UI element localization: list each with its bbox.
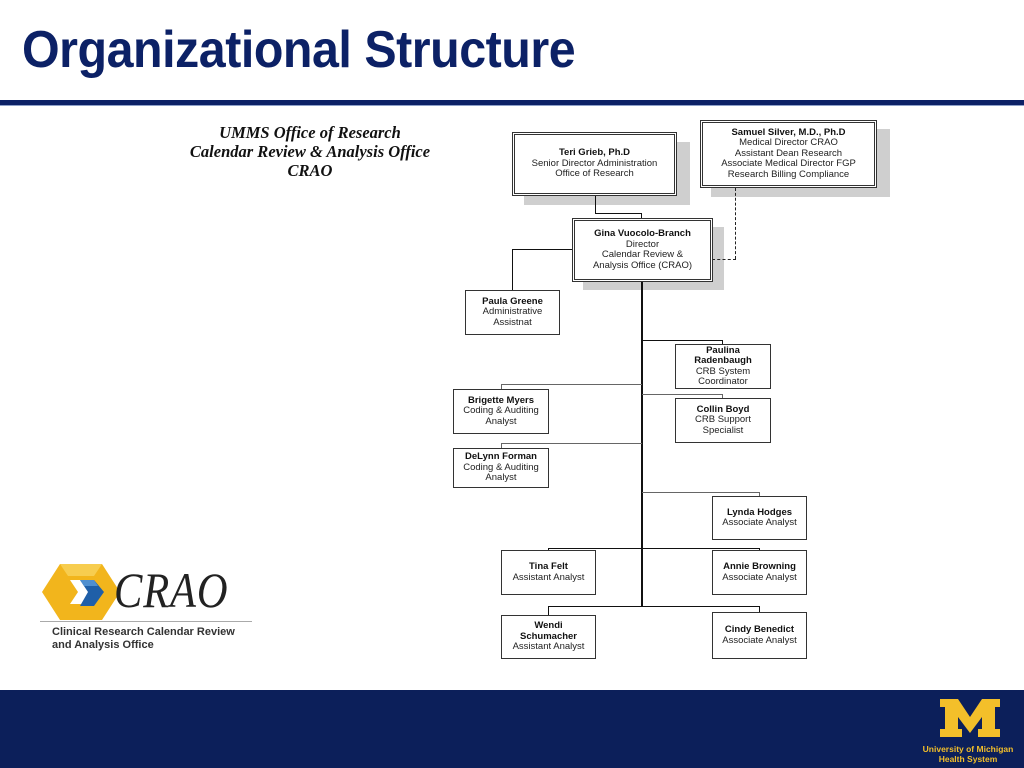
connector-lynda	[642, 492, 760, 493]
box-name: Lynda Hodges	[726, 506, 793, 518]
box-name: Radenbaugh	[694, 355, 752, 366]
dashed-connector-samuel-down	[735, 188, 736, 259]
box-title-line: Assistant Analyst	[512, 571, 585, 583]
box-title-line: Assistant Dean Research	[734, 147, 843, 159]
box-name: Annie Browning	[723, 561, 796, 572]
org-box-paulina-radenbaugh	[675, 344, 771, 389]
box-title-line: Analysis Office (CRAO)	[592, 259, 693, 271]
crao-caption-line-2: and Analysis Office	[52, 639, 154, 651]
connector-teri-down	[595, 195, 596, 214]
box-name: Cindy Benedict	[724, 624, 795, 635]
main-spine	[641, 281, 643, 607]
connector-brigette	[501, 384, 642, 385]
box-name: Collin Boyd	[696, 403, 750, 415]
box-title-line: CRB Support	[695, 414, 751, 426]
org-box-cindy-benedict	[712, 612, 807, 659]
slide-title: Organizational Structure	[22, 21, 576, 79]
connector-paulina	[642, 340, 723, 341]
box-title-line: Medical Director CRAO	[739, 137, 838, 149]
org-box-gina-vuocolo-branch	[572, 218, 713, 282]
box-name: Schumacher	[519, 630, 578, 642]
box-title-line: Analyst	[485, 472, 517, 484]
box-name: Gina Vuocolo-Branch	[594, 228, 691, 239]
connector-delynn	[501, 443, 642, 444]
connector-row-tina-annie	[548, 548, 760, 549]
crao-caption	[52, 626, 235, 652]
box-title-line: Assistant Analyst	[512, 641, 585, 653]
org-box-collin-boyd	[675, 398, 771, 443]
org-box-teri-grieb	[512, 132, 677, 196]
box-name: Paulina	[706, 344, 740, 356]
subtitle-line-1: UMMS Office of Research	[219, 123, 401, 142]
org-box-samuel-silver	[700, 120, 877, 188]
box-name: DeLynn Forman	[465, 451, 537, 463]
box-name: Paula Greene	[482, 295, 543, 307]
um-caption-line-2: Health System	[938, 754, 998, 764]
org-box-tina-felt	[501, 550, 596, 595]
connector-collin	[642, 394, 723, 395]
box-title-line: Assistnat	[493, 316, 532, 328]
box-title-line: Senior Director Administration	[531, 157, 658, 169]
dashed-connector-samuel-to-gina	[712, 259, 736, 260]
box-name: Tina Felt	[529, 561, 568, 572]
box-title-line: Coding & Auditing	[463, 405, 539, 417]
box-title-line: Research Billing Compliance	[727, 168, 850, 180]
connector-paula-down	[512, 249, 513, 290]
box-name: Wendi	[534, 620, 563, 632]
box-title-line: Associate Analyst	[722, 571, 797, 583]
org-box-brigette-myers	[453, 389, 549, 434]
footer-band	[0, 690, 1024, 768]
box-title-line: Associate Medical Director FGP	[721, 158, 856, 170]
box-title-line: Coding & Auditing	[463, 461, 539, 473]
box-title-line: CRB System	[695, 365, 751, 377]
crao-caption-line-1: Clinical Research Calendar Review	[52, 626, 235, 638]
org-box-lynda-hodges	[712, 496, 807, 540]
box-title-line: Associate Analyst	[722, 634, 797, 646]
box-title-line: Administrative	[482, 306, 543, 318]
crao-logo	[36, 558, 266, 658]
org-box-wendi-schumacher	[501, 615, 596, 659]
box-title-line: Coordinator	[698, 376, 748, 387]
box-title-line: Calendar Review &	[601, 249, 684, 260]
box-title-line: Office of Research	[555, 168, 634, 180]
org-box-annie-browning	[712, 550, 807, 595]
org-box-delynn-forman	[453, 448, 549, 488]
box-name: Brigette Myers	[468, 394, 534, 406]
box-title-line: Associate Analyst	[722, 517, 797, 528]
subtitle-line-3: CRAO	[287, 161, 333, 180]
um-caption	[918, 744, 1018, 764]
box-title-line: Director	[625, 238, 660, 250]
box-title-line: Specialist	[702, 424, 744, 436]
um-caption-line-1: University of Michigan	[922, 744, 1014, 754]
connector-gina-left	[512, 249, 573, 250]
box-name: Teri Grieb, Ph.D	[558, 147, 631, 159]
crao-logo-divider	[40, 621, 252, 622]
org-box-paula-greene	[465, 290, 560, 335]
box-title-line: Analyst	[485, 415, 517, 427]
connector-teri-horiz	[595, 213, 642, 214]
crao-wordmark: CRAO	[114, 562, 229, 618]
subtitle-line-2: Calendar Review & Analysis Office	[189, 142, 431, 161]
box-name: Samuel Silver, M.D., Ph.D	[731, 126, 846, 138]
hexagon-chevron-icon	[42, 562, 122, 624]
connector-row-wendi-cindy	[548, 606, 760, 607]
